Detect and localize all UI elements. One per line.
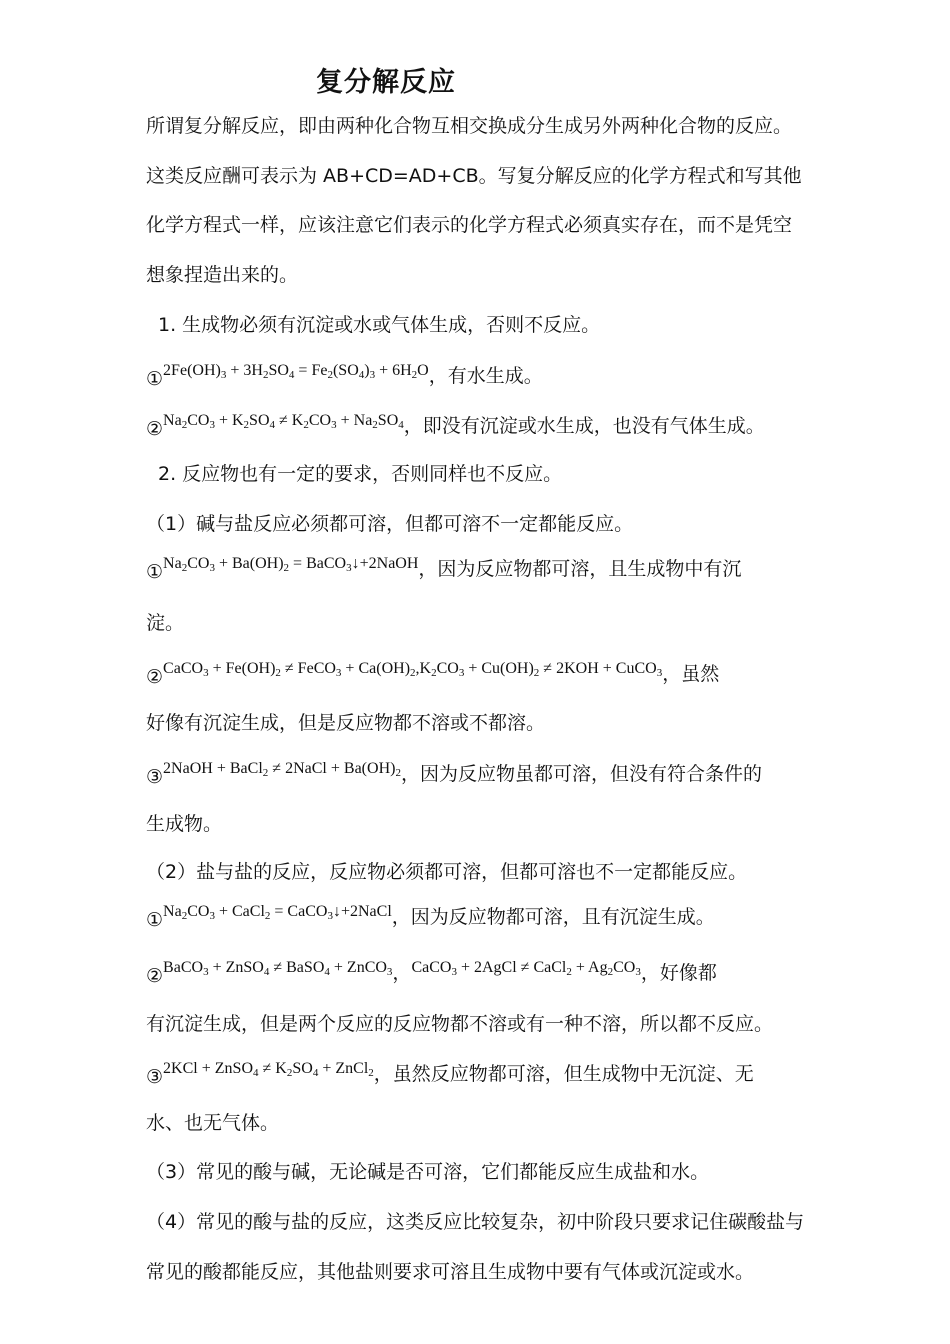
sub-1-heading: （1）碱与盐反应必须都可溶，但都可溶不一定都能反应。 xyxy=(146,513,634,535)
sub-2-example-3-cont: 水、也无气体。 xyxy=(146,1112,280,1134)
explanation-text: ，好像都 xyxy=(640,962,717,984)
sub-1-example-1 xyxy=(146,557,741,583)
sub-1-example-2 xyxy=(146,662,719,688)
intro-line-2: 这类反应酬可表示为 AB+CD=AD+CB。写复分解反应的化学方程式和写其他 xyxy=(146,165,802,187)
chemical-equation: BaCO3 + ZnSO4 ≠ BaSO4 + ZnCO3 xyxy=(163,959,393,978)
circled-number: ② xyxy=(146,418,164,440)
circled-number: ① xyxy=(146,368,164,390)
rule-2-heading: 2. 反应物也有一定的要求，否则同样也不反应。 xyxy=(158,463,563,485)
circled-number: ③ xyxy=(146,766,164,788)
sub-2-example-1 xyxy=(146,905,715,931)
chemical-equation: Na2CO3 + K2SO4 ≠ K2CO3 + Na2SO4 xyxy=(163,412,404,431)
rule-1-heading: 1. 生成物必须有沉淀或水或气体生成，否则不反应。 xyxy=(158,314,601,336)
chemical-equation: 2KCl + ZnSO4 ≠ K2SO4 + ZnCl2 xyxy=(163,1060,374,1079)
explanation-text: ，因为反应物都可溶，且有沉淀生成。 xyxy=(391,906,715,928)
explanation-text: ，即没有沉淀或水生成，也没有气体生成。 xyxy=(403,415,765,437)
explanation-text: ，虽然 xyxy=(662,663,720,685)
circled-number: ① xyxy=(146,561,164,583)
sub-1-example-3-cont: 生成物。 xyxy=(146,813,223,835)
sub-1-example-1-cont: 淀。 xyxy=(146,612,185,634)
rule-1-example-2 xyxy=(146,414,765,440)
sub-4-heading: （4）常见的酸与盐的反应，这类反应比较复杂，初中阶段只要求记住碳酸盐与 xyxy=(146,1211,805,1233)
sub-1-example-2-cont: 好像有沉淀生成，但是反应物都不溶或不都溶。 xyxy=(146,712,546,734)
sub-4-cont: 常见的酸都能反应，其他盐则要求可溶且生成物中要有气体或沉淀或水。 xyxy=(146,1261,755,1283)
explanation-text: ，因为反应物虽都可溶，但没有符合条件的 xyxy=(400,763,762,785)
circled-number: ① xyxy=(146,909,164,931)
chemical-equation: CaCO3 + 2AgCl ≠ CaCl2 + Ag2CO3 xyxy=(411,959,641,978)
circled-number: ② xyxy=(146,666,164,688)
circled-number: ③ xyxy=(146,1066,164,1088)
chemical-equation: 2NaOH + BaCl2 ≠ 2NaCl + Ba(OH)2 xyxy=(163,760,401,779)
sub-2-example-2 xyxy=(146,961,717,987)
page-title: 复分解反应 xyxy=(316,67,456,98)
sub-2-example-2-cont: 有沉淀生成，但是两个反应的反应物都不溶或有一种不溶，所以都不反应。 xyxy=(146,1013,774,1035)
separator-comma: ， xyxy=(392,962,412,984)
chemical-equation: Na2CO3 + CaCl2 = CaCO3↓+2NaCl xyxy=(163,903,392,922)
sub-2-example-3 xyxy=(146,1062,754,1088)
chemical-equation: 2Fe(OH)3 + 3H2SO4 = Fe2(SO4)3 + 6H2O xyxy=(163,362,429,381)
explanation-text: ，有水生成。 xyxy=(428,365,543,387)
intro-line-3: 化学方程式一样，应该注意它们表示的化学方程式必须真实存在，而不是凭空 xyxy=(146,214,793,236)
chemical-equation: Na2CO3 + Ba(OH)2 = BaCO3↓+2NaOH xyxy=(163,555,419,574)
intro-line-1: 所谓复分解反应，即由两种化合物互相交换成分生成另外两种化合物的反应。 xyxy=(146,115,793,137)
explanation-text: ，虽然反应物都可溶，但生成物中无沉淀、无 xyxy=(373,1063,754,1085)
sub-3-heading: （3）常见的酸与碱，无论碱是否可溶，它们都能反应生成盐和水。 xyxy=(146,1161,710,1183)
intro-line-4: 想象捏造出来的。 xyxy=(146,264,299,286)
chemical-equation: CaCO3 + Fe(OH)2 ≠ FeCO3 + Ca(OH)2,K2CO3 + Cu(OH)2 ≠ 2KOH + CuCO3 xyxy=(163,660,663,679)
rule-1-example-1 xyxy=(146,364,543,390)
explanation-text: ，因为反应物都可溶，且生成物中有沉 xyxy=(418,558,742,580)
sub-1-example-3 xyxy=(146,762,762,788)
sub-2-heading: （2）盐与盐的反应，反应物必须都可溶，但都可溶也不一定都能反应。 xyxy=(146,861,748,883)
circled-number: ② xyxy=(146,965,164,987)
